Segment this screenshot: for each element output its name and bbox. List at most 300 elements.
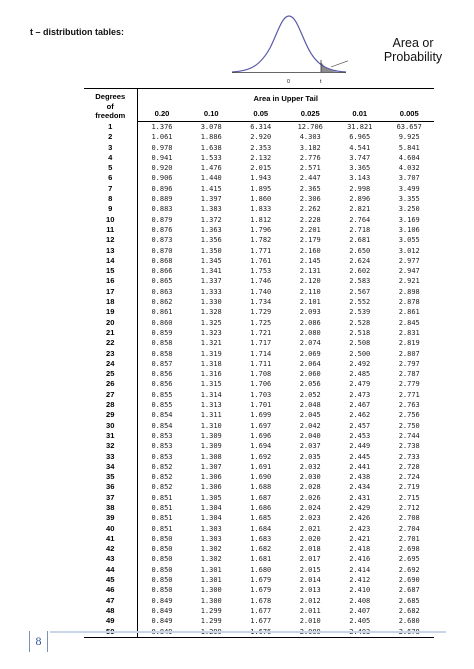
critical-value-cell: 2.704 <box>398 524 420 533</box>
critical-value-cell: 1.306 <box>200 473 222 482</box>
table-row <box>84 565 434 575</box>
degrees-of-freedom-cell: 7 <box>84 184 137 194</box>
table-row <box>84 493 434 503</box>
critical-value-cell: 0.862 <box>151 298 173 307</box>
critical-value-cell: 2.015 <box>250 164 272 173</box>
critical-value-cell: 1.300 <box>200 586 222 595</box>
critical-value-cell: 2.412 <box>349 576 371 585</box>
critical-value-cell: 2.015 <box>299 565 321 574</box>
critical-value-cell: 2.353 <box>250 143 272 152</box>
critical-value-cell: 1.302 <box>200 555 222 564</box>
area-label-line2: Probability <box>383 50 443 64</box>
degrees-of-freedom-cell: 1 <box>84 122 137 133</box>
critical-value-cell: 1.886 <box>200 133 222 142</box>
critical-value-cell: 2.682 <box>398 606 420 615</box>
table-row <box>84 276 434 286</box>
critical-value-cell: 1.676 <box>250 627 272 636</box>
critical-value-cell: 2.012 <box>299 596 321 605</box>
critical-value-cell: 1.302 <box>200 545 222 554</box>
critical-value-cell: 0.855 <box>151 401 173 410</box>
critical-value-cell: 2.013 <box>299 586 321 595</box>
table-row <box>84 606 434 616</box>
degrees-of-freedom-cell: 38 <box>84 503 137 513</box>
critical-value-cell: 0.857 <box>151 359 173 368</box>
degrees-of-freedom-cell: 41 <box>84 534 137 544</box>
critical-value-cell: 2.896 <box>349 195 371 204</box>
t-distribution-curve-figure <box>228 10 348 88</box>
table-row <box>84 503 434 513</box>
table-row <box>84 554 434 564</box>
critical-value-cell: 2.110 <box>299 287 321 296</box>
critical-value-cell: 2.074 <box>299 339 321 348</box>
critical-value-cell: 0.920 <box>151 164 173 173</box>
critical-value-cell: 2.101 <box>299 298 321 307</box>
critical-value-cell: 1.301 <box>200 576 222 585</box>
page-number: 8 <box>29 631 48 652</box>
critical-value-cell: 1.692 <box>250 452 272 461</box>
critical-value-cell: 1.356 <box>200 236 222 245</box>
critical-value-cell: 1.721 <box>250 328 272 337</box>
critical-value-cell: 2.037 <box>299 442 321 451</box>
critical-value-cell: 2.449 <box>349 442 371 451</box>
table-row <box>84 421 434 431</box>
critical-value-cell: 2.052 <box>299 390 321 399</box>
critical-value-cell: 1.943 <box>250 174 272 183</box>
critical-value-cell: 1.319 <box>200 349 222 358</box>
critical-value-cell: 1.683 <box>250 534 272 543</box>
critical-value-cell: 2.262 <box>299 205 321 214</box>
degrees-of-freedom-cell: 27 <box>84 390 137 400</box>
degrees-of-freedom-cell: 30 <box>84 421 137 431</box>
degrees-of-freedom-cell: 28 <box>84 400 137 410</box>
critical-value-cell: 1.316 <box>200 370 222 379</box>
critical-value-cell: 2.160 <box>299 246 321 255</box>
critical-value-cell: 1.341 <box>200 267 222 276</box>
critical-value-cell: 2.602 <box>349 267 371 276</box>
critical-value-cell: 2.756 <box>398 411 420 420</box>
critical-value-cell: 2.441 <box>349 462 371 471</box>
critical-value-cell: 1.696 <box>250 431 272 440</box>
degrees-of-freedom-cell: 42 <box>84 544 137 554</box>
dof-header-line3: freedom <box>95 111 126 120</box>
table-row <box>84 173 434 183</box>
critical-value-cell: 2.021 <box>299 524 321 533</box>
table-row <box>84 153 434 163</box>
critical-value-cell: 1.303 <box>200 524 222 533</box>
critical-value-cell: 1.740 <box>250 287 272 296</box>
critical-value-cell: 2.431 <box>349 493 371 502</box>
critical-value-cell: 2.898 <box>398 287 420 296</box>
critical-value-cell: 2.056 <box>299 380 321 389</box>
critical-value-cell: 2.763 <box>398 401 420 410</box>
critical-value-cell: 0.853 <box>151 452 173 461</box>
critical-value-cell: 2.457 <box>349 421 371 430</box>
table-row <box>84 379 434 389</box>
critical-value-cell: 0.852 <box>151 483 173 492</box>
critical-value-cell: 2.179 <box>299 236 321 245</box>
table-row <box>84 266 434 276</box>
critical-value-cell: 1.682 <box>250 545 272 554</box>
critical-value-cell: 1.305 <box>200 493 222 502</box>
critical-value-cell: 0.906 <box>151 174 173 183</box>
table-row <box>84 349 434 359</box>
table-row <box>84 246 434 256</box>
critical-value-cell: 0.849 <box>151 627 173 636</box>
critical-value-cell: 1.796 <box>250 225 272 234</box>
critical-value-cell: 2.733 <box>398 452 420 461</box>
critical-value-cell: 2.744 <box>398 431 420 440</box>
critical-value-cell: 2.093 <box>299 308 321 317</box>
table-row <box>84 534 434 544</box>
critical-value-cell: 1.303 <box>200 534 222 543</box>
critical-value-cell: 2.776 <box>299 153 321 162</box>
critical-value-cell: 2.028 <box>299 483 321 492</box>
critical-value-cell: 2.445 <box>349 452 371 461</box>
critical-value-cell: 1.860 <box>250 195 272 204</box>
critical-value-cell: 3.169 <box>398 215 420 224</box>
degrees-of-freedom-cell: 19 <box>84 307 137 317</box>
critical-value-cell: 2.467 <box>349 401 371 410</box>
critical-value-cell: 1.337 <box>200 277 222 286</box>
area-probability-label <box>378 36 448 64</box>
critical-value-cell: 2.365 <box>299 184 321 193</box>
critical-value-cell: 2.018 <box>299 545 321 554</box>
critical-value-cell: 0.876 <box>151 225 173 234</box>
degrees-of-freedom-cell: 44 <box>84 565 137 575</box>
degrees-of-freedom-cell: 48 <box>84 606 137 616</box>
degrees-of-freedom-cell: 45 <box>84 575 137 585</box>
critical-value-cell: 0.883 <box>151 205 173 214</box>
degrees-of-freedom-cell: 11 <box>84 225 137 235</box>
critical-value-cell: 2.120 <box>299 277 321 286</box>
critical-value-cell: 3.707 <box>398 174 420 183</box>
table-row <box>84 513 434 523</box>
critical-value-cell: 0.873 <box>151 236 173 245</box>
critical-value-cell: 63.657 <box>396 123 422 131</box>
critical-value-cell: 2.508 <box>349 339 371 348</box>
critical-value-cell: 2.416 <box>349 555 371 564</box>
critical-value-cell: 2.624 <box>349 256 371 265</box>
column-header: 0.20 <box>137 107 187 122</box>
table-row <box>84 297 434 307</box>
degrees-of-freedom-cell: 49 <box>84 616 137 626</box>
critical-value-cell: 2.492 <box>349 359 371 368</box>
critical-value-cell: 1.328 <box>200 308 222 317</box>
critical-value-cell: 0.852 <box>151 473 173 482</box>
area-label-line1: Area or <box>392 36 434 50</box>
critical-value-cell: 1.376 <box>151 123 173 131</box>
critical-value-cell: 1.304 <box>200 503 222 512</box>
critical-value-cell: 1.697 <box>250 421 272 430</box>
critical-value-cell: 1.706 <box>250 380 272 389</box>
table-row <box>84 616 434 626</box>
critical-value-cell: 2.819 <box>398 339 420 348</box>
critical-value-cell: 0.853 <box>151 442 173 451</box>
t-label: t <box>320 79 322 85</box>
critical-value-cell: 0.859 <box>151 328 173 337</box>
critical-value-cell: 1.812 <box>250 215 272 224</box>
critical-value-cell: 2.023 <box>299 514 321 523</box>
critical-value-cell: 0.861 <box>151 308 173 317</box>
critical-value-cell: 2.462 <box>349 411 371 420</box>
critical-value-cell: 1.690 <box>250 473 272 482</box>
table-row <box>84 215 434 225</box>
critical-value-cell: 1.325 <box>200 318 222 327</box>
degrees-of-freedom-cell: 15 <box>84 266 137 276</box>
critical-value-cell: 2.920 <box>250 133 272 142</box>
degrees-of-freedom-cell: 26 <box>84 379 137 389</box>
critical-value-cell: 2.030 <box>299 473 321 482</box>
table-row <box>84 369 434 379</box>
table-row <box>84 452 434 462</box>
degrees-of-freedom-cell: 13 <box>84 246 137 256</box>
critical-value-cell: 0.850 <box>151 565 173 574</box>
critical-value-cell: 0.860 <box>151 318 173 327</box>
critical-value-cell: 1.714 <box>250 349 272 358</box>
critical-value-cell: 3.365 <box>349 164 371 173</box>
critical-value-cell: 4.032 <box>398 164 420 173</box>
table-row <box>84 359 434 369</box>
critical-value-cell: 1.476 <box>200 164 222 173</box>
critical-value-cell: 2.998 <box>349 184 371 193</box>
critical-value-cell: 0.854 <box>151 411 173 420</box>
critical-value-cell: 1.309 <box>200 431 222 440</box>
table-row <box>84 318 434 328</box>
critical-value-cell: 3.355 <box>398 195 420 204</box>
degrees-of-freedom-cell: 36 <box>84 482 137 492</box>
critical-value-cell: 0.849 <box>151 596 173 605</box>
critical-value-cell: 2.719 <box>398 483 420 492</box>
table-row <box>84 524 434 534</box>
critical-value-cell: 0.858 <box>151 339 173 348</box>
critical-value-cell: 3.143 <box>349 174 371 183</box>
degrees-of-freedom-cell: 23 <box>84 349 137 359</box>
critical-value-cell: 1.311 <box>200 411 222 420</box>
critical-value-cell: 3.747 <box>349 153 371 162</box>
critical-value-cell: 1.677 <box>250 606 272 615</box>
table-row <box>84 256 434 266</box>
critical-value-cell: 0.889 <box>151 195 173 204</box>
critical-value-cell: 0.896 <box>151 184 173 193</box>
critical-value-cell: 2.414 <box>349 565 371 574</box>
critical-value-cell: 2.947 <box>398 267 420 276</box>
critical-value-cell: 2.026 <box>299 493 321 502</box>
critical-value-cell: 2.438 <box>349 473 371 482</box>
critical-value-cell: 3.012 <box>398 246 420 255</box>
table-row <box>84 132 434 142</box>
critical-value-cell: 0.849 <box>151 617 173 626</box>
degrees-of-freedom-cell: 5 <box>84 163 137 173</box>
critical-value-cell: 9.925 <box>398 133 420 142</box>
column-header-row <box>84 107 434 122</box>
critical-value-cell: 12.706 <box>297 123 323 131</box>
critical-value-cell: 31.821 <box>347 123 373 131</box>
critical-value-cell: 2.764 <box>349 215 371 224</box>
critical-value-cell: 1.679 <box>250 586 272 595</box>
critical-value-cell: 1.300 <box>200 596 222 605</box>
critical-value-cell: 0.856 <box>151 370 173 379</box>
critical-value-cell: 0.850 <box>151 534 173 543</box>
column-header: 0.01 <box>335 107 385 122</box>
critical-value-cell: 2.485 <box>349 370 371 379</box>
critical-value-cell: 2.429 <box>349 503 371 512</box>
critical-value-cell: 2.145 <box>299 256 321 265</box>
critical-value-cell: 2.042 <box>299 421 321 430</box>
critical-value-cell: 1.725 <box>250 318 272 327</box>
critical-value-cell: 2.479 <box>349 380 371 389</box>
critical-value-cell: 2.405 <box>349 617 371 626</box>
critical-value-cell: 1.350 <box>200 246 222 255</box>
critical-value-cell: 0.856 <box>151 380 173 389</box>
critical-value-cell: 2.032 <box>299 462 321 471</box>
critical-value-cell: 2.453 <box>349 431 371 440</box>
critical-value-cell: 1.299 <box>200 606 222 615</box>
critical-value-cell: 3.182 <box>299 143 321 152</box>
critical-value-cell: 2.685 <box>398 596 420 605</box>
critical-value-cell: 2.020 <box>299 534 321 543</box>
critical-value-cell: 2.024 <box>299 503 321 512</box>
critical-value-cell: 2.434 <box>349 483 371 492</box>
degrees-of-freedom-cell: 18 <box>84 297 137 307</box>
critical-value-cell: 1.306 <box>200 483 222 492</box>
table-row <box>84 390 434 400</box>
dof-header-line2: of <box>106 101 114 111</box>
table-body <box>84 122 434 637</box>
footer-rule <box>50 631 446 633</box>
critical-value-cell: 4.604 <box>398 153 420 162</box>
critical-value-cell: 0.851 <box>151 493 173 502</box>
critical-value-cell: 0.854 <box>151 421 173 430</box>
critical-value-cell: 2.045 <box>299 411 321 420</box>
critical-value-cell: 2.708 <box>398 514 420 523</box>
critical-value-cell: 2.011 <box>299 606 321 615</box>
critical-value-cell: 1.061 <box>151 133 173 142</box>
critical-value-cell: 1.681 <box>250 555 272 564</box>
table-row <box>84 143 434 153</box>
critical-value-cell: 1.415 <box>200 184 222 193</box>
critical-value-cell: 2.447 <box>299 174 321 183</box>
critical-value-cell: 2.017 <box>299 555 321 564</box>
critical-value-cell: 1.684 <box>250 524 272 533</box>
critical-value-cell: 2.831 <box>398 328 420 337</box>
critical-value-cell: 2.403 <box>349 627 371 636</box>
critical-value-cell: 2.921 <box>398 277 420 286</box>
critical-value-cell: 2.779 <box>398 380 420 389</box>
critical-value-cell: 5.841 <box>398 143 420 152</box>
critical-value-cell: 3.078 <box>200 123 222 131</box>
critical-value-cell: 2.423 <box>349 524 371 533</box>
critical-value-cell: 2.650 <box>349 246 371 255</box>
critical-value-cell: 2.131 <box>299 267 321 276</box>
critical-value-cell: 2.680 <box>398 617 420 626</box>
critical-value-cell: 2.064 <box>299 359 321 368</box>
critical-value-cell: 0.978 <box>151 143 173 152</box>
degrees-of-freedom-cell: 9 <box>84 204 137 214</box>
critical-value-cell: 2.821 <box>349 205 371 214</box>
critical-value-cell: 0.850 <box>151 545 173 554</box>
critical-value-cell: 3.250 <box>398 205 420 214</box>
table-row <box>84 462 434 472</box>
critical-value-cell: 1.771 <box>250 246 272 255</box>
table-row <box>84 338 434 348</box>
degrees-of-freedom-cell: 14 <box>84 256 137 266</box>
critical-value-cell: 3.499 <box>398 184 420 193</box>
critical-value-cell: 2.724 <box>398 473 420 482</box>
critical-value-cell: 2.080 <box>299 328 321 337</box>
degrees-of-freedom-cell: 3 <box>84 143 137 153</box>
table-row <box>84 204 434 214</box>
critical-value-cell: 1.782 <box>250 236 272 245</box>
critical-value-cell: 2.698 <box>398 545 420 554</box>
degrees-of-freedom-cell: 43 <box>84 554 137 564</box>
degrees-of-freedom-cell: 6 <box>84 173 137 183</box>
critical-value-cell: 1.687 <box>250 493 272 502</box>
degrees-of-freedom-cell: 8 <box>84 194 137 204</box>
critical-value-cell: 2.715 <box>398 493 420 502</box>
critical-value-cell: 6.965 <box>349 133 371 142</box>
degrees-of-freedom-cell: 35 <box>84 472 137 482</box>
critical-value-cell: 2.421 <box>349 534 371 543</box>
critical-value-cell: 2.060 <box>299 370 321 379</box>
degrees-of-freedom-cell: 46 <box>84 585 137 595</box>
table-row <box>84 225 434 235</box>
critical-value-cell: 2.678 <box>398 627 420 636</box>
critical-value-cell: 3.055 <box>398 236 420 245</box>
critical-value-cell: 4.303 <box>299 133 321 142</box>
critical-value-cell: 0.851 <box>151 524 173 533</box>
critical-value-cell: 0.850 <box>151 555 173 564</box>
critical-value-cell: 0.850 <box>151 576 173 585</box>
table-row <box>84 544 434 554</box>
critical-value-cell: 0.851 <box>151 503 173 512</box>
critical-value-cell: 2.695 <box>398 555 420 564</box>
critical-value-cell: 1.691 <box>250 462 272 471</box>
distribution-curve <box>232 16 346 72</box>
critical-value-cell: 2.583 <box>349 277 371 286</box>
critical-value-cell: 2.687 <box>398 586 420 595</box>
critical-value-cell: 6.314 <box>250 123 272 131</box>
column-header: 0.025 <box>286 107 336 122</box>
table-row <box>84 287 434 297</box>
critical-value-cell: 2.228 <box>299 215 321 224</box>
critical-value-cell: 2.771 <box>398 390 420 399</box>
critical-value-cell: 2.069 <box>299 349 321 358</box>
table-row <box>84 235 434 245</box>
table-row <box>84 441 434 451</box>
critical-value-cell: 2.750 <box>398 421 420 430</box>
table-row <box>84 472 434 482</box>
table-row <box>84 400 434 410</box>
critical-value-cell: 0.851 <box>151 514 173 523</box>
critical-value-cell: 0.879 <box>151 215 173 224</box>
critical-value-cell: 1.440 <box>200 174 222 183</box>
critical-value-cell: 2.418 <box>349 545 371 554</box>
zero-label: 0 <box>287 79 291 85</box>
degrees-of-freedom-cell: 4 <box>84 153 137 163</box>
degrees-of-freedom-cell: 24 <box>84 359 137 369</box>
critical-value-cell: 2.426 <box>349 514 371 523</box>
critical-value-cell: 2.552 <box>349 298 371 307</box>
critical-value-cell: 1.703 <box>250 390 272 399</box>
dof-header-line1: Degrees <box>95 92 126 101</box>
critical-value-cell: 2.738 <box>398 442 420 451</box>
table-row <box>84 585 434 595</box>
critical-value-cell: 2.010 <box>299 617 321 626</box>
degrees-of-freedom-cell: 20 <box>84 318 137 328</box>
table-row <box>84 307 434 317</box>
critical-value-cell: 1.304 <box>200 514 222 523</box>
critical-value-cell: 0.850 <box>151 586 173 595</box>
